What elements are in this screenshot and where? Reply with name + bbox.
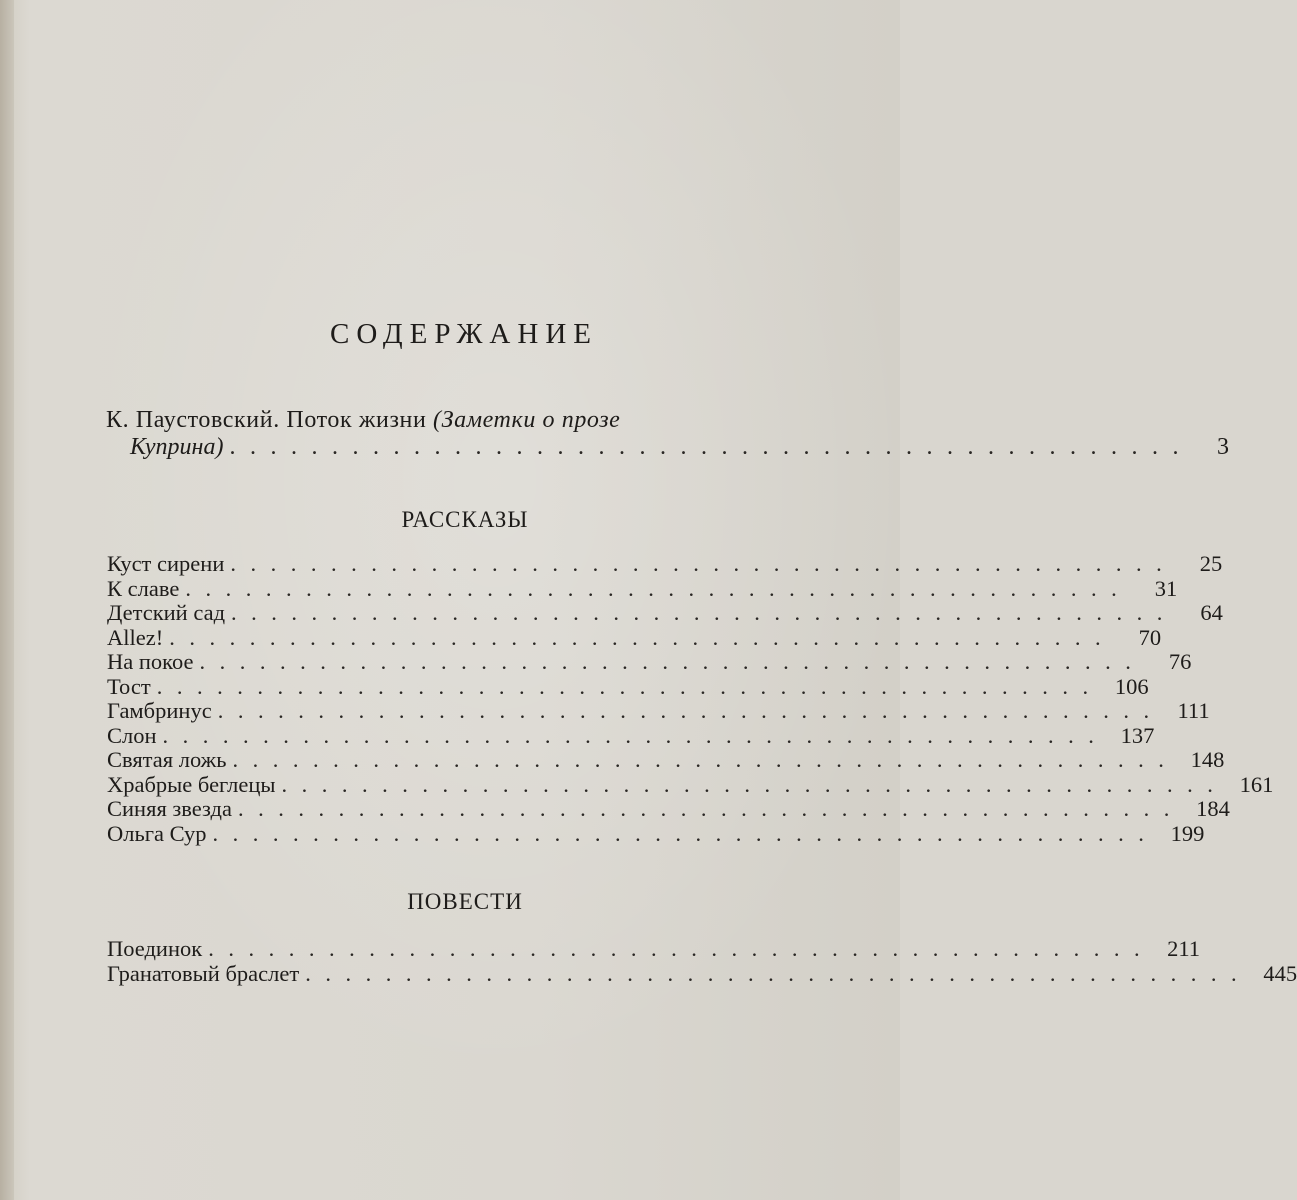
entry-page: 64 <box>1200 600 1223 625</box>
stories-list <box>107 551 1274 846</box>
dot-leader: ............................................... <box>169 624 1116 650</box>
contents-title: СОДЕРЖАНИЕ <box>330 318 598 350</box>
toc-entry <box>107 960 1297 987</box>
dot-leader: ............................................... <box>231 600 1177 625</box>
intro-entry-author-title: К. Паустовский. Поток жизни <box>106 407 434 433</box>
toc-entry <box>107 796 1230 822</box>
toc-entry <box>107 600 1223 626</box>
dot-leader: ............................................... <box>208 936 1155 961</box>
entry-title: Ольга Сур <box>107 820 207 846</box>
entry-title: Allez! <box>107 624 164 650</box>
entry-title: Поединок <box>107 936 203 961</box>
toc-entry <box>107 698 1210 724</box>
entry-page: 161 <box>1239 771 1274 797</box>
toc-entry <box>107 624 1162 651</box>
toc-entry <box>107 936 1201 962</box>
dot-leader: ............................................... <box>199 649 1146 674</box>
dot-leader: ............................................... <box>237 796 1184 821</box>
entry-page: 31 <box>1154 575 1178 601</box>
entry-title: Слон <box>107 722 157 748</box>
toc-entry <box>107 551 1223 577</box>
toc-entry <box>107 575 1178 602</box>
entry-page: 184 <box>1196 796 1230 821</box>
intro-entry-subtitle-end: Куприна) <box>130 434 224 460</box>
entry-page: 25 <box>1199 551 1223 576</box>
section-heading-stories: РАССКАЗЫ <box>401 507 529 532</box>
toc-entry <box>107 673 1149 700</box>
dot-leader: ............................................... <box>305 960 1252 986</box>
toc-entry <box>107 771 1274 798</box>
toc-entry <box>107 649 1192 675</box>
entry-page: 199 <box>1170 820 1205 846</box>
toc-entry <box>107 747 1225 773</box>
dot-leader: ............................................... <box>281 771 1228 797</box>
toc-entry <box>107 820 1205 847</box>
entry-title: Куст сирени <box>107 551 225 576</box>
intro-entry-line1 <box>106 406 761 435</box>
entry-title: Тост <box>107 673 151 699</box>
dot-leader: ............................................... <box>217 698 1164 723</box>
novellas-list <box>107 936 1297 986</box>
entry-title: Детский сад <box>107 600 226 625</box>
entry-page: 106 <box>1114 673 1149 699</box>
entry-title: Гамбринус <box>107 698 212 723</box>
entry-title: Святая ложь <box>107 747 227 772</box>
entry-title: Синяя звезда <box>107 796 232 821</box>
entry-title: Храбрые беглецы <box>107 771 276 797</box>
dot-leader: ............................................... <box>156 673 1103 699</box>
section-heading-novellas: ПОВЕСТИ <box>407 889 523 914</box>
entry-title: На покое <box>107 649 194 674</box>
entry-page: 70 <box>1138 624 1162 650</box>
intro-entry-page: 3 <box>1216 434 1229 460</box>
dot-leader: ............................................... <box>162 722 1109 748</box>
entry-page: 76 <box>1168 649 1192 674</box>
dot-leader: ............................................... <box>232 747 1179 772</box>
entry-page: 111 <box>1177 698 1210 723</box>
toc-entry <box>107 722 1155 749</box>
intro-entry-subtitle-start: (Заметки о прозе <box>433 407 621 433</box>
intro-entry <box>106 406 1229 464</box>
entry-page: 211 <box>1167 936 1201 961</box>
intro-entry-line2 <box>130 434 1229 464</box>
dot-leader: ............................................... <box>212 820 1159 846</box>
dot-leader: ............................................... <box>185 575 1132 601</box>
dot-leader: ............................................... <box>230 551 1177 576</box>
page-spine-edge <box>0 0 14 1200</box>
entry-page: 148 <box>1190 747 1225 772</box>
entry-title: Гранатовый браслет <box>107 960 300 986</box>
entry-page: 445 <box>1263 960 1297 986</box>
dot-leader: ............................................... <box>229 434 1193 460</box>
entry-page: 137 <box>1120 722 1155 748</box>
entry-title: К славе <box>107 575 180 601</box>
